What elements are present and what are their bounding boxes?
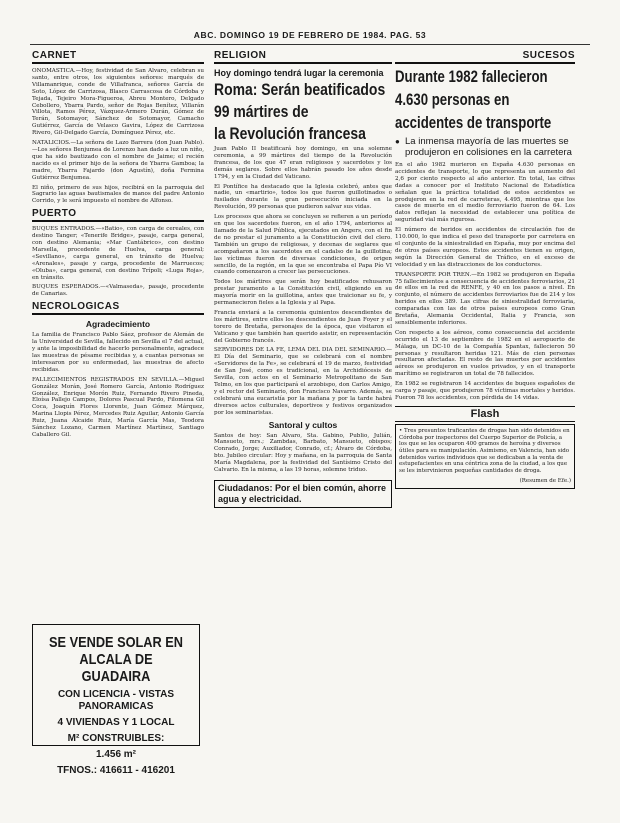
flash-title: Flash: [395, 406, 575, 422]
buques-esperados-text: BUQUES ESPERADOS.—«Valmaseda», pasaje, procedente de Canarias.: [32, 284, 204, 298]
sucesos-headline-3: accidentes de transporte: [395, 114, 552, 132]
fallecimientos-text: FALLECIMIENTOS REGISTRADOS EN SEVILLA.—Miguel González Morán, José Romero García, Antonio Rodríguez González, Enrique Morón Ruiz, Fernando Rivero Pineda, Eloísa Pallejo Campos, Dolores Pascual Pardo, Filomena Gil Coca, Joaquín Flores Llorente, Juan Gómez Márquez, Marina Llopis Pérez, Mercedes Ruiz Aguilar, Antonio García Ruiz, Juana Alcaide Ruiz, María García Mas, Teodora Sánchez Lozano, Carmen Martínez Martínez, Santiago Caballero Gil.: [32, 376, 204, 438]
sucesos-paragraph: Con respecto a los aéreos, como consecuencia del accidente ocurrido el 13 de septiembre de 1982 en el aeropuerto de Málaga, un DC-10 de la Compañía Spantax, fallecieron 50 personas y resultaron heridas 121. Más de cien personas resultaron afectadas. El resto de las muertes por accidentes aéreos se produjeron en vuelos privados, y en el transporte marítimo se registraron un total de 78 fallecidos.: [395, 329, 575, 378]
religion-headline-1: Roma: Serán beatificados: [214, 80, 386, 99]
santoral-text: Santos de hoy: San Alvaro, Sta. Gabino, Publio, Julián, Mansueto, mrs.; Zambdas, Barbato, Mansueto, obispos; Conrado, Jorge; Auxiliador, Conrado, cf.; Álvaro de Córdoba, bto. Jubileo circular: Hoy y mañana, en la parroquia de Santa María Magdalena, por la festividad del Santísimo Cristo del Calvario. En la misma, a las 19 horas, solemne triduo.: [214, 432, 392, 474]
natalicios-text-2: El niño, primero de sus hijos, recibirá en la parroquia del Sagrario las aguas bautismales de manos del padre Antonio Corrido, y le será impuesto el nombre de Alfonso.: [32, 184, 204, 205]
running-head: ABC. DOMINGO 19 DE FEBRERO DE 1984. PAG. 53: [193, 30, 427, 40]
religion-headline-3: la Revolución francesa: [214, 124, 366, 143]
natalicios-text: NATALICIOS.—La señora de Lazo Barrera (don Juan Pablo).—Los señores Benjumea de Lorenzo han dado a luz un niño, que ha sido bautizado con el nombre de Jaime; el recién nacido es el primer hijo de la señora de Ybarra Gamboa; la madre, Ybarra Fajardo (don Agustín), doña Fermina Gutiérrez Benjumea.: [32, 140, 204, 181]
column-left: [32, 50, 204, 442]
agradecimiento-text: La familia de Francisco Pablo Sáez, profesor de Alemán de la Universidad de Sevilla, fallecido en Sevilla el 7 del actual, y ante la imposibilidad de hacerlo personalmente, agradece las muestras de pésame recibidas y, a cuantas personas se interesaron por su enfermedad, las muestras de afecto recibidas.: [32, 332, 204, 373]
section-carnet: CARNET: [32, 50, 204, 64]
religion-paragraph: Francia enviará a la ceremonia quinientos descendientes de los mártires, entre ellos los descendientes de Juan Foyer y el torero de Bretaña, personajes de la época, que visitaron el Vaticano y que también han querido asistir, en representación del Gobierno francés.: [214, 309, 392, 344]
section-religion: RELIGION: [214, 50, 392, 64]
flash-text: • Tres presuntos traficantes de drogas han sido detenidos en Córdoba por inspectores del Cuerpo Superior de Policía, a los que se les ocuparon 400 gramos de heroína y diversos útiles para su manipulación. Asimismo, en Valencia, han sido detenidos varios individuos que se dedicaban a la venta de estupefacientes en una céntrica zona de la ciudad, a los que se les intervinieron pequeñas cantidades de droga.: [399, 427, 570, 475]
flash-source: (Resumen de Efe.): [519, 477, 571, 484]
religion-headline-2: 99 mártires de: [214, 102, 309, 121]
agradecimiento-heading: Agradecimiento: [85, 319, 151, 330]
seminario-paragraph: SERVIDORES DE LA FE, LEMA DEL DIA DEL SEMINARIO.—El Día del Seminario, que se celebrará con el nombre «Servidores de la Fe», se celebrará el 19 de marzo, festividad de San José, como es tradicional, en la Archidiócesis de Sevilla, con actos en el Seminario Metropolitano de San Telmo, en los que participará el arzobispo, don Carlos Amigo, y el rector del Seminario, don Francisco Navarro. Además, se celebrará una eucaristía por la mañana y por la tarde habrá diversos actos culturales, deportivos y festivos organizados por los seminaristas.: [214, 347, 392, 416]
classified-ad: [32, 624, 200, 776]
religion-kicker: Hoy domingo tendrá lugar la ceremonia: [214, 68, 384, 78]
ad-line-3: CON LICENCIA - VISTAS PANORAMICAS: [57, 689, 175, 712]
ad-line-1: SE VENDE SOLAR EN: [49, 634, 183, 651]
column-right: [395, 50, 575, 489]
ahorro-box: Ciudadanos: Por el bien común, ahorre agua y electricidad.: [214, 480, 392, 508]
santoral-heading: Santoral y cultos: [268, 419, 338, 430]
sucesos-paragraph: En el año 1982 murieron en España 4.630 personas en accidentes de transporte, lo que representa un aumento del 2,6 por ciento respecto al año anterior. En total, las cifras dadas a conocer por el Instituto Nacional de Estadística señalan que la práctica totalidad de estos accidentes se produjeron en la red de carreteras, 4.495, mientras que los casos de muerte en el medio ferroviario fueron de 64. Los datos reflejan la necesidad de establecer una política de seguridad vial más rigurosa.: [395, 162, 575, 224]
section-necrologicas: NECROLOGICAS: [32, 301, 204, 315]
sucesos-headline-2: 4.630 personas en: [395, 91, 510, 109]
section-sucesos: SUCESOS: [395, 50, 575, 64]
religion-paragraph: Todos los mártires que serán hoy beatificados rehusaron prestar juramento a la Constitución civil, eligiendo en su mayoría morir en la guillotina, antes que traicionar su fe, y permanecieron fieles a la Iglesia y al Papa.: [214, 279, 392, 307]
buques-entrados-text: BUQUES ENTRADOS.—«Batio», con carga de cereales, con destino Tanger; «Tenerife Bridge», pasaje, carga general, con destino Alemania; «Mar Cantábrico», con destino Marsella, procedente de Huelva, carga general; «Sevillano», carga general, en tránsito de Huelva; «Arenales», pasaje y carga, procedente de Marruecos; «Oluba», carga general, con destino Trípoli; «Luga Roja», en tránsito.: [32, 226, 204, 281]
column-middle: [214, 50, 392, 508]
ad-line-2: ALCALA DE GUADAIRA: [79, 651, 153, 685]
onomastica-text: ONOMASTICA.—Hoy, festividad de San Alvaro, celebran su santo, entre otros, los siguientes señores: marqués de Villamanrique, conde de Villafranca, señores García de Soto, López de Carrizosa, Blasco Carrascosa de Córdoba y Tejada, Tejeiro Mora-Figueroa, Abreu Montero, Delgado Cebollero, Ybarra Pardo, señor de Rojas Benítez, Villarán Villota, Ramos Pérez, Vázquez-Armero Durán, Gómez de Terán, Sotomayor, Sánchez de Sotomayor, Camacho Gutiérrez, García de Velasco Gavira, López de Carrizosa Rivero, Gil-Delgado García, Domínguez Pérez, etc.: [32, 68, 204, 137]
ad-line-4: 4 VIVIENDAS Y 1 LOCAL: [57, 717, 175, 728]
flash-body: [395, 424, 575, 489]
header-rule: [30, 44, 590, 45]
ad-line-5: M² CONSTRUIBLES:: [67, 733, 165, 744]
ad-line-7: TFNOS.: 416611 - 416201: [57, 765, 175, 776]
flash-box: [395, 406, 575, 489]
religion-paragraph: Los procesos que ahora se concluyen se refieren a un período en que los sacerdotes fueron, en el año 1794, anteriores al llamado de la Salud Pública, ejecutados en Angers, con el fin de no prestar el juramento a la Constitución civil del clero. También un grupo de religiosas, y decenas de seglares que acompañaron a los sacerdotes en el cadalso de la guillotina; las víctimas fueron de diversas condiciones, de origen sencillo, de la región, en la que se encontraba el Papa Pío VI cuando comenzaron a crecer las persecuciones.: [214, 214, 392, 276]
sucesos-headline-1: Durante 1982 fallecieron: [395, 68, 548, 86]
sucesos-paragraph: En 1982 se registraron 14 accidentes de buques españoles de carga y pasaje, que produjeron 78 víctimas mortales y heridos. Fueron 78 los accidentes, con pérdida de 14 vidas.: [395, 381, 575, 401]
sucesos-paragraph: TRANSPORTE POR TREN.—En 1982 se produjeron en España 75 fallecimientos a consecuencia de accidentes ferroviarios, 21 de ellos en la red de RENFE, y 40 en los pasos a nivel. En conjunto, el número de accidentes ferroviarios fue de 214 y los heridos en ellos 389. Las cifras de siniestralidad ferroviaria, comparadas con las de otros países europeos como Gran Bretaña, Alemania Occidental, Italia y Francia, son sensiblemente inferiores.: [395, 271, 575, 326]
religion-paragraph: El Pontífice ha destacado que la Iglesia celebró, antes que nadie, un «martirio», todos los que fueron guillotinados o fusilados durante la gran persecución iniciada en la Revolución, 99 personas que pudieron salvar sus vidas.: [214, 183, 392, 211]
religion-paragraph: Juan Pablo II beatificará hoy domingo, en una solemne ceremonia, a 99 mártires del tiempo de la Revolución francesa, de los que 47 eran religiosos y sacerdotes y los demás seglares. Sobre ellos habrán pasado los años desde 1794, y en la Ciudad del Vaticano.: [214, 146, 392, 180]
sucesos-paragraph: El número de heridos en accidentes de circulación fue de 110.000, lo que indica el peso del transporte por carretera en el conjunto de la siniestralidad en España, muy por encima del de otros países europeos. Estos accidentes tienen su origen, según la Dirección General de Tráfico, en el exceso de velocidad y en las distracciones de los conductores.: [395, 227, 575, 268]
sucesos-bullet: ● La inmensa mayoría de las muertes se produjeron en colisiones en la carretera: [395, 137, 575, 158]
section-puerto: PUERTO: [32, 208, 204, 222]
ad-line-6: 1.456 m²: [95, 749, 137, 760]
